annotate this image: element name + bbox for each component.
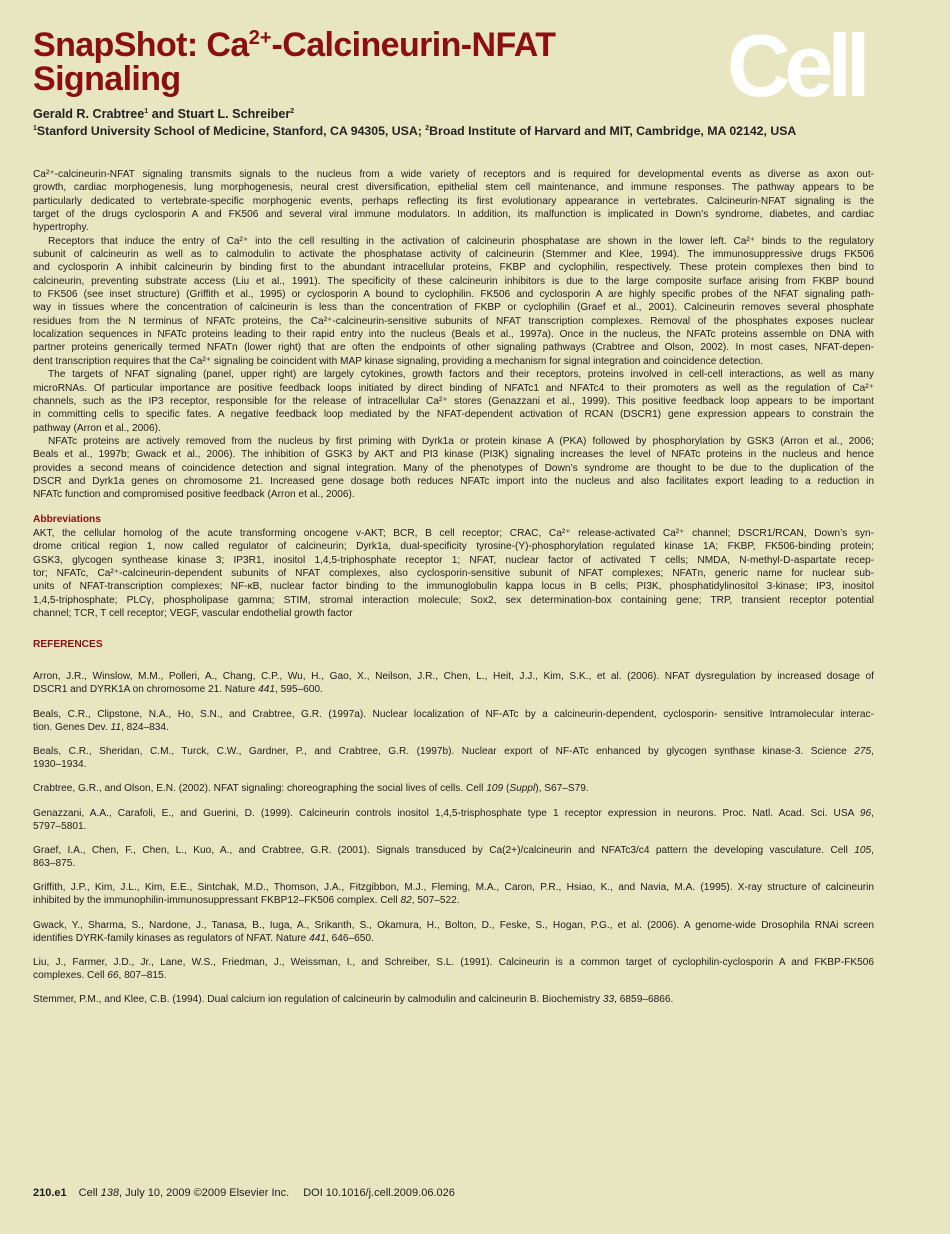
ref-volume: 11 xyxy=(110,722,121,734)
ref-volume: 441 xyxy=(258,684,276,696)
text-line xyxy=(33,993,874,1006)
text-line: partner proteins generically termed NFATn (lower right) that are often the endpoints of other signaling pathways (Crabtree and Olson, 2002). In most cases, NFAT-depen- xyxy=(33,342,874,354)
page-footer xyxy=(33,1187,455,1199)
text-line xyxy=(33,782,874,795)
citation-date: , July 10, 2009 ©2009 Elsevier Inc. xyxy=(119,1187,290,1199)
body-text xyxy=(33,168,874,502)
text-line: 1,4,5-triphosphate; PLCγ, phospholipase gamma; STIM, stromal interaction molecule; Sox2, sex determination-box containing gene; TRP, transient receptor potential xyxy=(33,594,874,606)
ref-pages: ), S67–S79. xyxy=(535,783,589,794)
author-conjunction: and xyxy=(148,107,178,121)
ref-text: , xyxy=(871,845,874,856)
reference-item xyxy=(33,993,874,1006)
author-1: Gerald R. Crabtree xyxy=(33,107,145,121)
text-line: tor; NFATc, Ca²⁺-calcineurin-dependent subunits of NFAT complexes, also cyclosporin-sensitive subunit of NFAT complexes; NFATn, generic name for nuclear sub- xyxy=(33,568,874,580)
paragraph-4 xyxy=(33,435,874,502)
doi-link[interactable]: DOI 10.1016/j.cell.2009.06.026 xyxy=(303,1187,455,1199)
text-line: target of the drugs cyclosporin A and FK506 and several viral immune modulators. In addition, its malfunction is implicated in Down’s syndrome, diabetes, and cardiac xyxy=(33,209,874,221)
text-line xyxy=(33,894,874,907)
paragraph-1 xyxy=(33,168,874,235)
cell-journal-logo: Cell xyxy=(727,16,865,115)
reference-item xyxy=(33,956,874,983)
text-line: and cyclosporin A inhibit calcineurin by binding first to the abundant intracellular proteins, FKBP and cyclophilin, respectively. These protein complexes then bind to xyxy=(33,262,874,274)
ref-volume: 105 xyxy=(854,845,872,856)
text-line: Ca²⁺-calcineurin-NFAT signaling transmits signals to the nucleus from a wide variety of receptors and is required for developmental events as diverse as axon out- xyxy=(33,169,874,180)
text-line: pathway (Arron et al., 2006). xyxy=(33,422,161,434)
ref-text: tion. Genes Dev. xyxy=(33,722,111,734)
ref-pages: , 595–600. xyxy=(275,684,323,696)
reference-item xyxy=(33,807,874,834)
text-line xyxy=(33,683,874,696)
ref-volume: 66 xyxy=(107,970,119,982)
text-line: calcineurin, preventing substrate access (Liu et al., 1991). The specificity of these calcineurin inhibitors is due to the large composite surface arising from FKBP bound xyxy=(33,275,874,287)
affiliations xyxy=(33,124,796,138)
text-line xyxy=(33,745,874,758)
title-text: -Calcineurin-NFAT xyxy=(271,26,556,64)
text-line: provides a second means of coincidence detection and signal integration. Many of the phenotypes of Down’s syndrome are thought to be due to the duplication of the xyxy=(33,462,874,474)
paragraph-3 xyxy=(33,368,874,435)
references-heading: REFERENCES xyxy=(33,639,103,650)
authors xyxy=(33,107,294,121)
text-line: NFATc proteins are actively removed from the nucleus by first priming with Dyrk1a or protein kinase A (PKA) followed by phosphorylation by GSK3 (Arron et al., 2006; xyxy=(48,435,874,447)
text-line: Receptors that induce the entry of Ca²⁺ into the cell resulting in the activation of calcineurin phosphatase are shown in the lower left. Ca²⁺ binds to the regulatory xyxy=(48,235,874,247)
reference-item xyxy=(33,670,874,697)
ref-volume: 82 xyxy=(400,895,412,907)
ref-pages: , 6859–6866. xyxy=(614,994,674,1005)
ref-text: inhibited by the immunophilin-immunosuppressant FKBP12–FK506 complex. Cell xyxy=(33,895,401,907)
title-text: SnapShot: Ca xyxy=(33,26,249,64)
text-line: channels, such as the IP3 receptor, responsible for the release of intracellular Ca²⁺ stores (Genazzani et al., 1999). This positive feedback loop appears to be important xyxy=(33,395,874,407)
ref-text: Crabtree, G.R., and Olson, E.N. (2002). NFAT signaling: choreographing the social lives of cells. Cell xyxy=(33,783,487,794)
text-line: hypertrophy. xyxy=(33,222,89,234)
text-line: in committing cells to specific fates. A negative feedback loop mediated by the NFAT-dependent activation of RCAN (DSCR1) gene expression appears to constrain the xyxy=(33,409,874,421)
ref-volume: 441 xyxy=(309,933,327,945)
text-line: Beals, C.R., Clipstone, N.A., Ho, S.N., and Crabtree, G.R. (1997a). Nuclear localization of NF-ATc by a calcineurin-dependent, cyclosporin- sensitive Intramolecular interac- xyxy=(33,709,874,720)
text-line: The targets of NFAT signaling (panel, upper right) are largely cytokines, growth factors and their receptors, proteins involved in cell-cell interactions, as well as many xyxy=(48,369,874,381)
text-line: DSCR and Dyrk1a genes on chromosome 21. Increased gene dosage both reduces NFATc import into the nucleus and also facilitates export leading to a reduction in xyxy=(33,475,874,487)
ref-volume: 96 xyxy=(859,808,872,819)
text-line: 863–875. xyxy=(33,858,76,870)
text-line: channel; TCR, T cell receptor; VEGF, vascular endothelial growth factor xyxy=(33,608,353,620)
text-line: Gwack, Y., Sharma, S., Nardone, J., Tanasa, B., Iuga, A., Srikanth, S., Okamura, H., Bolton, D., Feske, S., Hogan, P.G., et al. (2006). A genome-wide Drosophila RNAi screen xyxy=(33,920,874,931)
reference-item xyxy=(33,844,874,871)
affil-marker: 1 xyxy=(33,125,37,132)
text-line: Beals et al., 1997b; Gwack et al., 2006). The inhibition of GSK3 by AKT and PI3 kinase (PI3K) signaling increases the level of NFATc proteins in the nucleus and hence xyxy=(33,449,874,461)
citation-volume: 138 xyxy=(100,1187,120,1199)
title-superscript: 2+ xyxy=(248,27,272,49)
text-line: Liu, J., Farmer, J.D., Jr., Lane, W.S., Friedman, J., Weissman, I., and Schreiber, S.L. (1991). Calcineurin is a common target of cyclophilin-cyclosporin A and FKBP-FK506 xyxy=(33,957,874,968)
ref-pages: , 646–650. xyxy=(326,933,374,945)
citation-journal: Cell xyxy=(78,1187,101,1199)
abbreviations-heading: Abbreviations xyxy=(33,514,101,525)
affil-marker: 2 xyxy=(425,125,430,132)
text-line xyxy=(33,721,874,734)
author-2: Stuart L. Schreiber xyxy=(177,107,291,121)
affiliation-1: Stanford University School of Medicine, Stanford, CA 94305, USA; xyxy=(36,124,426,138)
text-line: units of NFAT-transcription complexes; NF-κB, nuclear factor binding to the immunoglobulin kappa locus in B cells; PI3K, phosphatidylinositol 3-kinase; IP3, inositol xyxy=(33,581,874,593)
text-line: localization sequences in NFATc proteins leading to their rapid entry into the nucleus (Beals et al., 1997a). Once in the nucleus, the NFATc proteins assemble on DNA with xyxy=(33,329,874,341)
ref-pages: , 507–522. xyxy=(411,895,460,907)
text-line xyxy=(33,969,874,982)
ref-text: , xyxy=(871,746,874,757)
text-line: 1930–1934. xyxy=(33,759,87,771)
ref-text: identifies DYRK-family kinases as regulators of NFAT. Nature xyxy=(33,933,310,945)
reference-item xyxy=(33,881,874,908)
text-line xyxy=(33,844,874,857)
text-line: NFATc function and compromised positive feedback (Arron et al., 2006). xyxy=(33,489,355,501)
page-title xyxy=(33,28,555,96)
affiliation-2: Broad Institute of Harvard and MIT, Cambridge, MA 02142, USA xyxy=(429,124,797,138)
text-line: particularly dedicated to vertebrate-specific morphogenic events, perhaps reflecting its first evolutionary appearance in vertebrates. Calcineurin-NFAT signaling is the xyxy=(33,195,874,207)
text-line: Arron, J.R., Winslow, M.M., Polleri, A., Chang, C.P., Wu, H., Gao, X., Neilson, J.R., Chen, L., Heit, J.J., Kim, S.K., et al. (2006). NFAT dysregulation by increased dosage of xyxy=(33,671,874,682)
text-line: microRNAs. Of particular importance are positive feedback loops initiated by direct binding of NFATc1 and NFATc4 to their promoters as well as the regulation of Ca²⁺ xyxy=(33,382,874,394)
reference-item xyxy=(33,745,874,772)
text-line: subunit of calcineurin as well as to calmodulin to activate the phosphatase activity of calcineurin (Stemmer and Klee, 1994). The immunosuppressive drugs FK506 xyxy=(33,249,874,261)
affil-marker: 2 xyxy=(290,108,295,115)
page-number: 210.e1 xyxy=(33,1187,67,1199)
ref-volume: 275 xyxy=(854,746,872,757)
ref-volume: 109 xyxy=(486,783,504,794)
ref-volume: 33 xyxy=(602,994,615,1005)
text-line xyxy=(33,807,874,820)
ref-text: complexes. Cell xyxy=(33,970,108,982)
ref-text: , xyxy=(871,808,874,819)
reference-item xyxy=(33,708,874,735)
ref-suppl: Suppl xyxy=(509,783,536,794)
text-line: AKT, the cellular homolog of the acute transforming oncogene v-AKT; BCR, B cell receptor; CRAC, Ca²⁺ release-activated Ca²⁺ channel; DSCR1/RCAN, Down’s syn- xyxy=(33,528,874,539)
text-line: drome critical region 1, now called regulator of calcineurin; Dyrk1a, dual-specificity tyrosine-(Y)-phosphorylation regulated kinase 1A; FKBP, FK506-binding protein; xyxy=(33,541,874,553)
text-line xyxy=(33,932,874,945)
affil-marker: 1 xyxy=(144,108,149,115)
text-line: 5797–5801. xyxy=(33,821,87,833)
reference-item xyxy=(33,782,874,795)
ref-text: Genazzani, A.A., Carafoli, E., and Guerini, D. (1999). Calcineurin controls inositol 1,4,5-trisphosphate type 1 receptor expression in neurons. Proc. Natl. Acad. Sci. USA xyxy=(33,808,860,819)
ref-text: Beals, C.R., Sheridan, C.M., Turck, C.W., Gardner, P., and Crabtree, G.R. (1997b). Nuclear export of NF-ATc enhanced by glycogen synthase kinase-3. Science xyxy=(33,746,855,757)
ref-text: DSCR1 and DYRK1A on chromosome 21. Nature xyxy=(33,684,259,696)
text-line: Griffith, J.P., Kim, J.L., Kim, E.E., Sintchak, M.D., Thomson, J.A., Fitzgibbon, M.J., Fleming, M.A., Caron, P.R., Hsiao, K., and Navia, M.A. (1995). X-ray structure of calcineurin xyxy=(33,882,874,893)
ref-pages: , 807–815. xyxy=(118,970,167,982)
ref-pages: , 824–834. xyxy=(121,722,169,734)
ref-text: Stemmer, P.M., and Klee, C.B. (1994). Dual calcium ion regulation of calcineurin by calmodulin and calcineurin B. Biochemistry xyxy=(33,994,603,1005)
ref-text: ( xyxy=(503,783,510,794)
text-line: dent transcription requires that the Ca²⁺ signaling be coincident with MAP kinase signaling, providing a mechanism for signal integration and coincidence detection. xyxy=(33,355,764,367)
text-line: residues from the N terminus of NFATc proteins, the Ca²⁺-calcineurin-sensitive subunits of NFAT transcription complexes. Removal of the phosphates exposes nuclear xyxy=(33,315,874,327)
text-line: to FK506 (see inset structure) (Griffith et al., 1995) or cyclosporin A bound to cyclophilin. FK506 and cyclosporin A are highly specific probes of the NFAT signaling path- xyxy=(33,289,874,301)
abbreviations-text xyxy=(33,527,874,620)
reference-item xyxy=(33,919,874,946)
title-line-2: Signaling xyxy=(33,60,181,98)
text-line: way in tissues where the concentration of calcineurin is less than the concentration of FKBP or cyclophilin (Graef et al., 2001). Calcineurin removes several phosphate xyxy=(33,302,874,314)
text-line: GSK3, glycogen synthease kinase 3; IP3R1, inositol 1,4,5-triphosphate receptor 1; NFAT, nuclear factor of activated T cells; NMDA, N-methyl-D-aspartate recep- xyxy=(33,554,874,566)
ref-text: Graef, I.A., Chen, F., Chen, L., Kuo, A., and Crabtree, G.R. (2001). Signals transduced by Ca(2+)/calcineurin and NFATc3/c4 pattern the developing vasculature. Cell xyxy=(33,845,855,856)
text-line: growth, cardiac morphogenesis, lung morphogenesis, neural crest diversification, epithelial stem cell maintenance, and immune responses. The pathway appears to be xyxy=(33,182,874,194)
paragraph-2 xyxy=(33,235,874,368)
title-line-1 xyxy=(33,28,555,62)
